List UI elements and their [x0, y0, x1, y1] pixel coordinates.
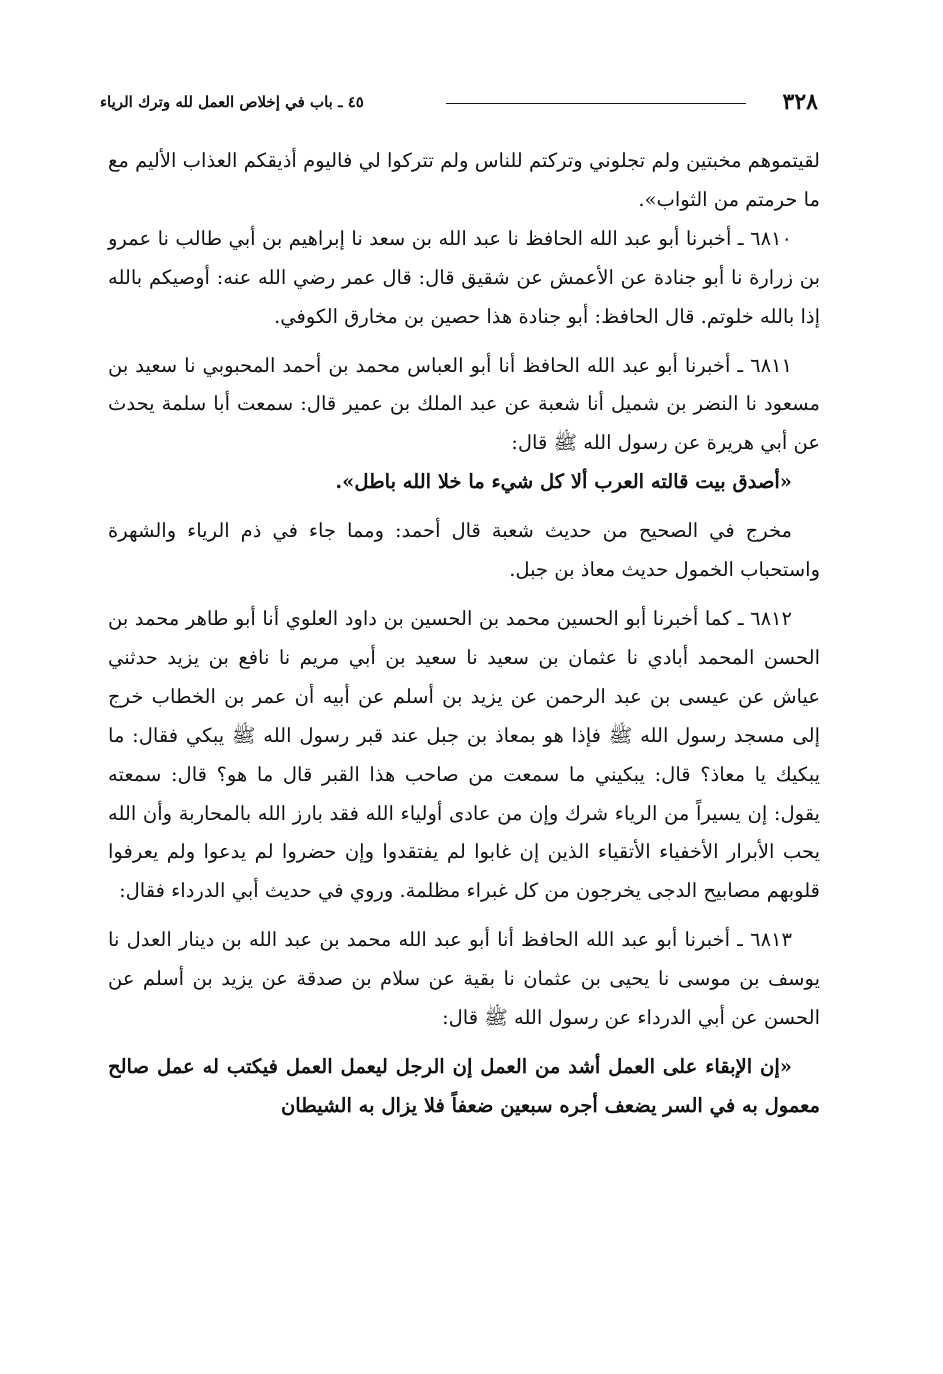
chapter-title: ٤٥ ـ باب في إخلاص العمل لله وترك الرياء — [100, 93, 364, 111]
header-rule — [446, 103, 746, 104]
paragraph-6811: ٦٨١١ ـ أخبرنا أبو عبد الله الحافظ أنا أبو العباس محمد بن أحمد المحبوبي نا سعيد بن مسعود نا النضر بن شميل أنا شعبة عن عبد الملك بن عمير قال: سمعت أبا سلمة يحدث عن أبي هريرة عن رسول الله ﷺ قال: — [108, 353, 820, 455]
hadith-text-6813: «إن الإبقاء على العمل أشد من العمل إن الرجل ليعمل العمل فيكتب له عمل صالح معمول به في السر يضعف أجره سبعين ضعفاً فلا يزال به الشيطان — [108, 1054, 820, 1117]
hadith-text-6811: «أصدق بيت قالته العرب ألا كل شيء ما خلا الله باطل». — [335, 470, 792, 494]
paragraph-commentary: مخرج في الصحيح من حديث شعبة قال أحمد: ومما جاء في ذم الرياء والشهرة واستحباب الخمول حديث معاذ بن جبل. — [108, 519, 820, 582]
page-number: ٣٢٨ — [782, 89, 818, 115]
main-text — [108, 142, 820, 1126]
paragraph-hadith-continuation: لقيتموهم مخبتين ولم تجلوني وتركتم للناس ولم تتركوا لي فاليوم أذيقكم العذاب الأليم مع ما حرمتم من الثواب». — [108, 149, 820, 211]
paragraph-6812: ٦٨١٢ ـ كما أخبرنا أبو الحسين محمد بن الحسين بن داود العلوي أنا أبو طاهر محمد بن الحسن المحمد أبادي نا عثمان بن سعيد نا سعيد بن أبي مريم نا نافع بن يزيد حدثني عياش عن عيسى بن عبد الرحمن عن يزيد بن أسلم عن أبيه أن عمر بن الخطاب خرج إلى مسجد رسول الله ﷺ فإذا هو بمعاذ بن جبل عند قبر رسول الله ﷺ يبكي فقال: ما يبكيك يا معاذ؟ قال: يبكيني ما سمعت من صاحب هذا القبر قال ما هو؟ قال: سمعته يقول: إن يسيراً من الرياء شرك وإن من عادى أولياء الله فقد بارز الله بالمحاربة وأن الله يحب الأبرار الأخفياء الأتقياء الذين إن غابوا لم يفتقدوا وإن حضروا لم يدعوا ولم يعرفوا قلوبهم مصابيح الدجى يخرجون من كل غبراء مظلمة. وروي في حديث أبي الدرداء فقال: — [108, 606, 820, 903]
running-header — [100, 88, 818, 118]
paragraph-6813: ٦٨١٣ ـ أخبرنا أبو عبد الله الحافظ أنا أبو عبد الله محمد بن عبد الله بن دينار العدل نا يوسف بن موسى نا يحيى بن عثمان نا بقية عن سلام بن صدقة عن يزيد بن أسلم عن الحسن عن أبي الدرداء عن رسول الله ﷺ قال: — [108, 928, 820, 1030]
paragraph-6810: ٦٨١٠ ـ أخبرنا أبو عبد الله الحافظ نا عبد الله بن سعد نا إبراهيم بن أبي طالب نا عمرو بن زرارة نا أبو جنادة عن الأعمش عن شقيق قال: قال عمر رضي الله عنه: أوصيكم بالله إذا بالله خلوتم. قال الحافظ: أبو جنادة هذا حصين بن مخارق الكوفي. — [108, 226, 820, 328]
